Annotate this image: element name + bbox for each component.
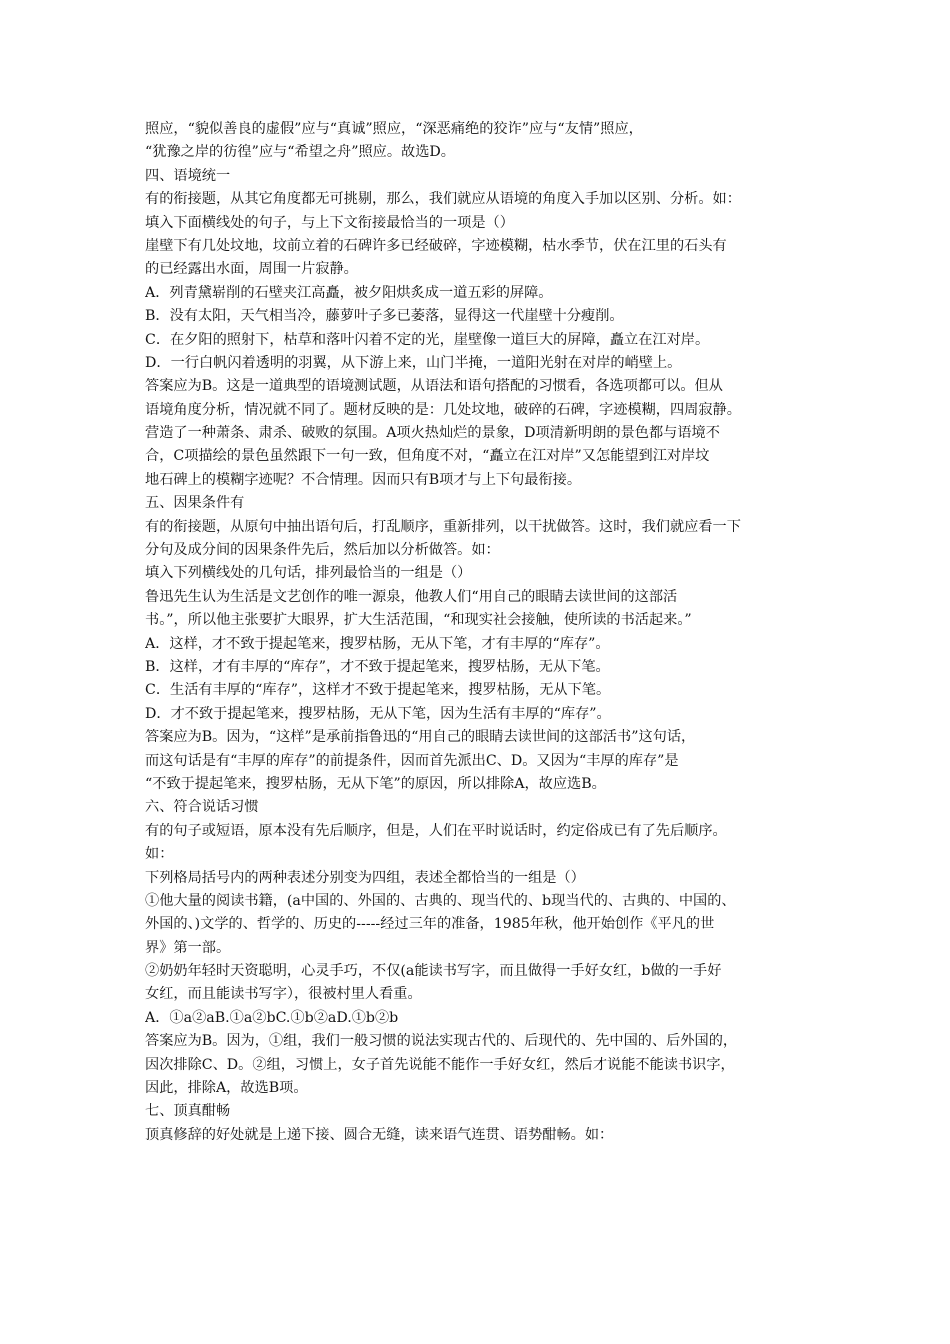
text-line: 填入下列横线处的几句话，排列最恰当的一组是（） [145,565,472,582]
text-line: 四、语境统一 [145,167,231,184]
text-line: 书。”，所以他主张要扩大眼界，扩大生活范围，“和现实社会接触，使所读的书活起来。” [145,612,692,629]
text-line: 有的衔接题，从原句中抽出语句后，打乱顺序，重新排列，以干扰做答。这时，我们就应看一下 [145,518,741,535]
text-line: 下列格局括号内的两种表述分别变为四组，表述全都恰当的一组是（） [145,869,585,886]
text-line: “犹豫之岸的彷徨”应与“希望之舟”照应。故选D。 [145,144,455,161]
text-line: A．这样，才不致于提起笔来，搜罗枯肠，无从下笔，才有丰厚的“库存”。 [145,635,610,652]
text-line: C．在夕阳的照射下，枯草和落叶闪着不定的光，崖壁像一道巨大的屏障，矗立在江对岸。 [145,331,710,348]
text-line: D．一行白帆闪着透明的羽翼，从下游上来，山门半掩，一道阳光射在对岸的峭壁上。 [145,354,682,371]
text-line: 顶真修辞的好处就是上递下接、圆合无缝，读来语气连贯、语势酣畅。如： [145,1126,614,1143]
text-line: D．才不致于提起笔来，搜罗枯肠，无从下笔，因为生活有丰厚的“库存”。 [145,705,611,722]
text-line: A．①a②aB.①a②bC.①b②aD.①b②b [145,1009,399,1026]
text-line: 语境角度分析，情况就不同了。题材反映的是：几处坟地，破碎的石碑，字迹模糊，四周寂静。 [145,401,741,418]
text-line: 五、因果条件有 [145,495,245,512]
text-line: 鲁迅先生认为生活是文艺创作的唯一源泉，他教人们“用自己的眼睛去读世间的这部活 [145,588,678,605]
text-line: B．这样，才有丰厚的“库存”，才不致于提起笔来，搜罗枯肠，无从下笔。 [145,658,610,675]
text-line: 有的衔接题，从其它角度都无可挑剔，那么，我们就应从语境的角度入手加以区别、分析。如： [145,191,741,208]
text-line: 答案应为B。这是一道典型的语境测试题，从语法和语句搭配的习惯看，各选项都可以。但从 [145,378,723,395]
text-line: ①他大量的阅读书籍，(a中国的、外国的、古典的、现当代的、b现当代的、古典的、中国的、 [145,892,736,909]
text-line: 分句及成分间的因果条件先后，然后加以分析做答。如： [145,542,500,559]
text-line: C．生活有丰厚的“库存”，这样才不致于提起笔来，搜罗枯肠，无从下笔。 [145,682,611,699]
text-line: 合，C项描绘的景色虽然跟下一句一致，但角度不对，“矗立在江对岸”又怎能望到江对岸坟 [145,448,710,465]
text-line: 答案应为B。因为，“这样”是承前指鲁迅的“用自己的眼睛去读世间的这部活书”这句话， [145,729,696,746]
text-line: 七、顶真酣畅 [145,1103,231,1120]
text-line: 因次排除C、D。②组，习惯上，女子首先说能不能作一手好女红，然后才说能不能读书识字， [145,1056,735,1073]
text-line: 有的句子或短语，原本没有先后顺序，但是，人们在平时说话时，约定俗成已有了先后顺序。 [145,822,727,839]
text-line: ②奶奶年轻时天资聪明，心灵手巧，不仅(a能读书写字，而且做得一手好女红，b做的一手好 [145,963,722,980]
text-line: 填入下面横线处的句子，与上下文衔接最恰当的一项是（） [145,214,514,231]
text-line: 因此，排除A，故选B项。 [145,1080,308,1097]
text-line: 照应，“貌似善良的虚假”应与“真诚”照应，“深恶痛绝的狡诈”应与“友情”照应， [145,121,643,137]
text-line: 女红，而且能读书写字），很被村里人看重。 [145,986,422,1003]
text-line: 外国的、)文学的、哲学的、历史的-----经过三年的准备，1985年秋，他开始创作《平凡的世 [145,916,715,933]
text-line: 六、符合说话习惯 [145,799,259,816]
text-line: 如： [145,846,174,863]
text-line: 界》第一部。 [145,939,231,956]
text-line: 的已经露出水面，周围一片寂静。 [145,261,358,278]
text-line: “不致于提起笔来，搜罗枯肠，无从下笔”的原因，所以排除A，故应选B。 [145,775,606,792]
text-line: 营造了一种萧条、肃杀、破败的氛围。A项火热灿烂的景象，D项清新明朗的景色都与语境不 [145,425,720,442]
text-line: 而这句话是有“丰厚的库存”的前提条件，因而首先派出C、D。又因为“丰厚的库存”是 [145,752,679,769]
text-line: 答案应为B。因为，①组，我们一般习惯的说法实现古代的、后现代的、先中国的、后外国的， [145,1033,738,1050]
text-line: B．没有太阳，天气相当冷，藤萝叶子多已萎落，显得这一代崖壁十分瘦削。 [145,308,624,325]
text-line: A．列青黛崭削的石壁夹江高矗，被夕阳烘炙成一道五彩的屏障。 [145,284,553,301]
text-line: 地石碑上的模糊字迹呢？不合情理。因而只有B项才与上下句最衔接。 [145,471,582,488]
document-page [145,118,815,1147]
text-line: 崖壁下有几处坟地，坟前立着的石碑许多已经破碎，字迹模糊，枯水季节，伏在江里的石头有 [145,237,727,254]
